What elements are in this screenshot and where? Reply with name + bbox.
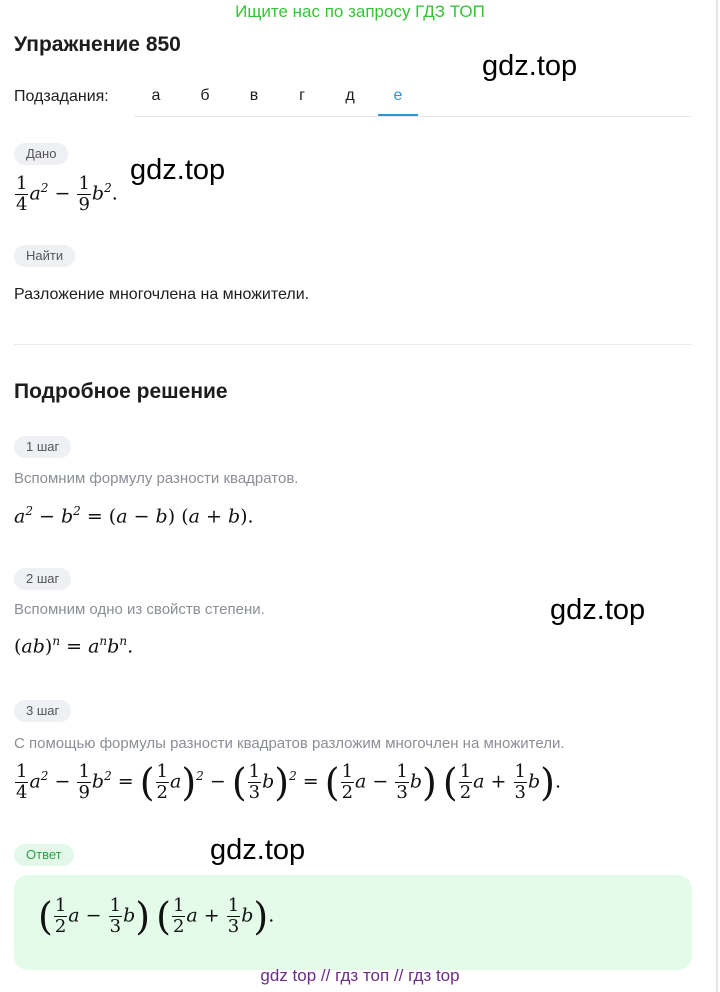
watermark: gdz.top [210, 834, 306, 866]
find-text: Разложение многочлена на множители. [14, 286, 310, 303]
watermark: gdz.top [482, 50, 578, 82]
tab-a[interactable]: а [151, 87, 161, 104]
given-expression: $\frac{1}{4}$ $a^2$ − $\frac{1}{9}$ $b^2$. [16, 173, 118, 215]
step-2-chip: 2 шаг [14, 568, 71, 590]
step-3-formula: $\frac{1}{4}$ $a^2$ − $\frac{1}{9}$ $b^2$ = ( $\frac{1}{2}$ a)$^2$ − ( $\frac{1}{3}$ b)$^2$ = ( $\frac{1}{2}$ a − $\frac{1}{3}$ b) ( $\frac{1}{2}$ a + $\frac{1}{3}$ b). [16, 760, 561, 805]
tab-e[interactable]: е [378, 84, 418, 116]
step-3-chip: 3 шаг [14, 700, 71, 722]
tab-b[interactable]: б [200, 87, 210, 104]
solution-title: Подробное решение [14, 380, 228, 403]
divider [14, 344, 692, 345]
answer-chip: Ответ [14, 844, 74, 866]
watermark: gdz.top [130, 154, 226, 186]
step-3-text: С помощью формулы разности квадратов разложим многочлен на множители. [14, 735, 565, 752]
search-banner: Ищите нас по запросу ГДЗ ТОП [235, 2, 485, 21]
subtasks-label: Подзадания: [14, 88, 109, 105]
footer-links[interactable]: gdz top // гдз топ // гдз top [260, 966, 460, 985]
step-2-formula: $(ab)^n = a^nb^n$. [14, 634, 134, 658]
watermark: gdz.top [550, 594, 646, 626]
answer-formula: ( $\frac{1}{2}$ a − $\frac{1}{3}$ b) ( $\frac{1}{2}$ a + $\frac{1}{3}$ b). [38, 894, 275, 939]
step-1-formula: $a^2 - b^2 = (a - b) (a + b)$. [14, 504, 254, 528]
tab-v[interactable]: в [249, 87, 259, 104]
step-1-chip: 1 шаг [14, 436, 71, 458]
scrollbar[interactable] [716, 0, 718, 992]
given-chip: Дано [14, 143, 68, 165]
subtask-tabs [134, 84, 692, 117]
tab-d[interactable]: д [345, 87, 355, 104]
find-chip: Найти [14, 245, 75, 267]
step-2-text: Вспомним одно из свойств степени. [14, 601, 265, 618]
tab-g[interactable]: г [299, 87, 305, 104]
step-1-text: Вспомним формулу разности квадратов. [14, 470, 299, 487]
page-title: Упражнение 850 [14, 33, 181, 56]
